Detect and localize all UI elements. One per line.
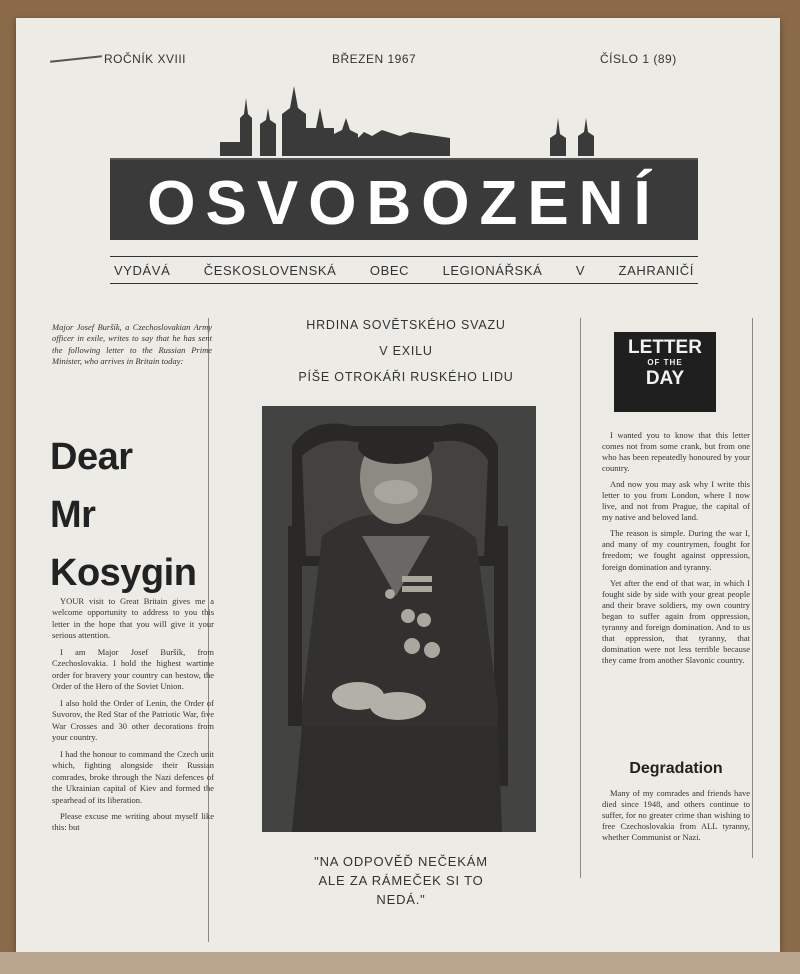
subtitle-word: V: [575, 262, 586, 278]
center-headline-line: PÍŠE OTROKÁŘI RUSKÉHO LIDU: [298, 370, 514, 384]
subtitle-word: OBEC: [369, 262, 410, 278]
subtitle-word: LEGIONÁŘSKÁ: [442, 262, 543, 278]
center-headline-line: V EXILU: [379, 344, 433, 358]
article-intro: Major Josef Buršík, a Czechoslovakian Army officer in exile, writes to say that he has sent the following letter to the Russian Prime Minister, who arrives in Britain today:: [52, 322, 212, 367]
pen-mark: [50, 55, 102, 62]
headline-line: Mr: [50, 494, 96, 536]
paragraph: I wanted you to know that this letter comes not from some crank, but from one who has been repeatedly honoured by your country.: [602, 430, 750, 474]
issue-label: ČÍSLO 1 (89): [600, 52, 677, 66]
article-body: [52, 596, 214, 839]
subtitle-word: VYDÁVÁ: [114, 262, 171, 278]
portrait-photo: [262, 406, 536, 832]
paragraph: The reason is simple. During the war I, and many of my countrymen, fought for freedom; we fought against oppression, foreign domination and tyranny.: [602, 528, 750, 572]
headline-line: Dear: [50, 436, 133, 478]
paragraph: YOUR visit to Great Britain gives me a welcome opportunity to address to you this letter in the hope that you will give it your serious attention.: [52, 596, 214, 641]
headline-line: Kosygin: [50, 552, 197, 594]
paragraph: And now you may ask why I write this letter to you from London, where I now live, and not from Prague, the capital of my native and beloved land.: [602, 479, 750, 523]
letter-of-the-day-badge: [614, 332, 716, 412]
subtitle-word: ČESKOSLOVENSKÁ: [203, 262, 337, 278]
volume-label: ROČNÍK XVIII: [104, 52, 187, 66]
caption-line: NEDÁ.": [376, 892, 426, 907]
caption-line: "NA ODPOVĚĎ NEČEKÁM: [314, 854, 488, 869]
paragraph: Many of my comrades and friends have died since 1948, and others continue to suffer, for no greater crime than wishing to free Czechoslovakia from ALL tyranny, whether Communist or Nazi.: [602, 788, 750, 843]
paragraph: Yet after the end of that war, in which I fought side by side with your great people and their brave soldiers, my own country began to suffer again from oppression, tyranny and foreign domination. And to us that oppression, that tyranny, that domination were not less terrible because they came from another Slavonic country.: [602, 577, 750, 665]
photo-caption: [256, 852, 546, 909]
masthead-title: OSVOBOZENÍ: [147, 169, 661, 238]
masthead-subtitle: [110, 256, 698, 284]
column-divider: [752, 318, 753, 858]
masthead: [110, 78, 698, 248]
badge-line: OF THE: [647, 358, 683, 367]
subheading: Degradation: [629, 760, 723, 777]
caption-line: ALE ZA RÁMEČEK SI TO: [318, 873, 484, 888]
paragraph: I had the honour to command the Czech unit which, fighting alongside their Russian comrades, broke through the Nazi defences of the Ukrainian capital of Kiev and formed the spearhead of its liberation.: [52, 748, 214, 805]
subtitle-word: ZAHRANIČÍ: [618, 262, 694, 278]
badge-line: DAY: [645, 368, 685, 389]
paragraph: I also hold the Order of Lenin, the Order of Suvorov, the Red Star of the Patriotic War, five War Crosses and 30 other decorations from your country.: [52, 697, 214, 743]
right-article-body-continued: [602, 788, 750, 843]
right-article-body: [602, 430, 750, 671]
table-surface: [0, 952, 800, 974]
paragraph: Please excuse me writing about myself like this: but: [52, 810, 214, 833]
badge-line: LETTER: [628, 337, 702, 358]
date-label: BŘEZEN 1967: [332, 52, 417, 66]
prague-castle-skyline-icon: [110, 78, 698, 248]
paragraph: I am Major Josef Buršík, from Czechoslovakia. I hold the highest wartime order for bravery your country can bestow, the Order of the Hero of the Soviet Union.: [52, 646, 214, 692]
newspaper-page: [16, 18, 780, 952]
article-headline: [50, 428, 220, 602]
column-divider: [580, 318, 581, 878]
center-headline-line: HRDINA SOVĚTSKÉHO SVAZU: [306, 318, 506, 332]
